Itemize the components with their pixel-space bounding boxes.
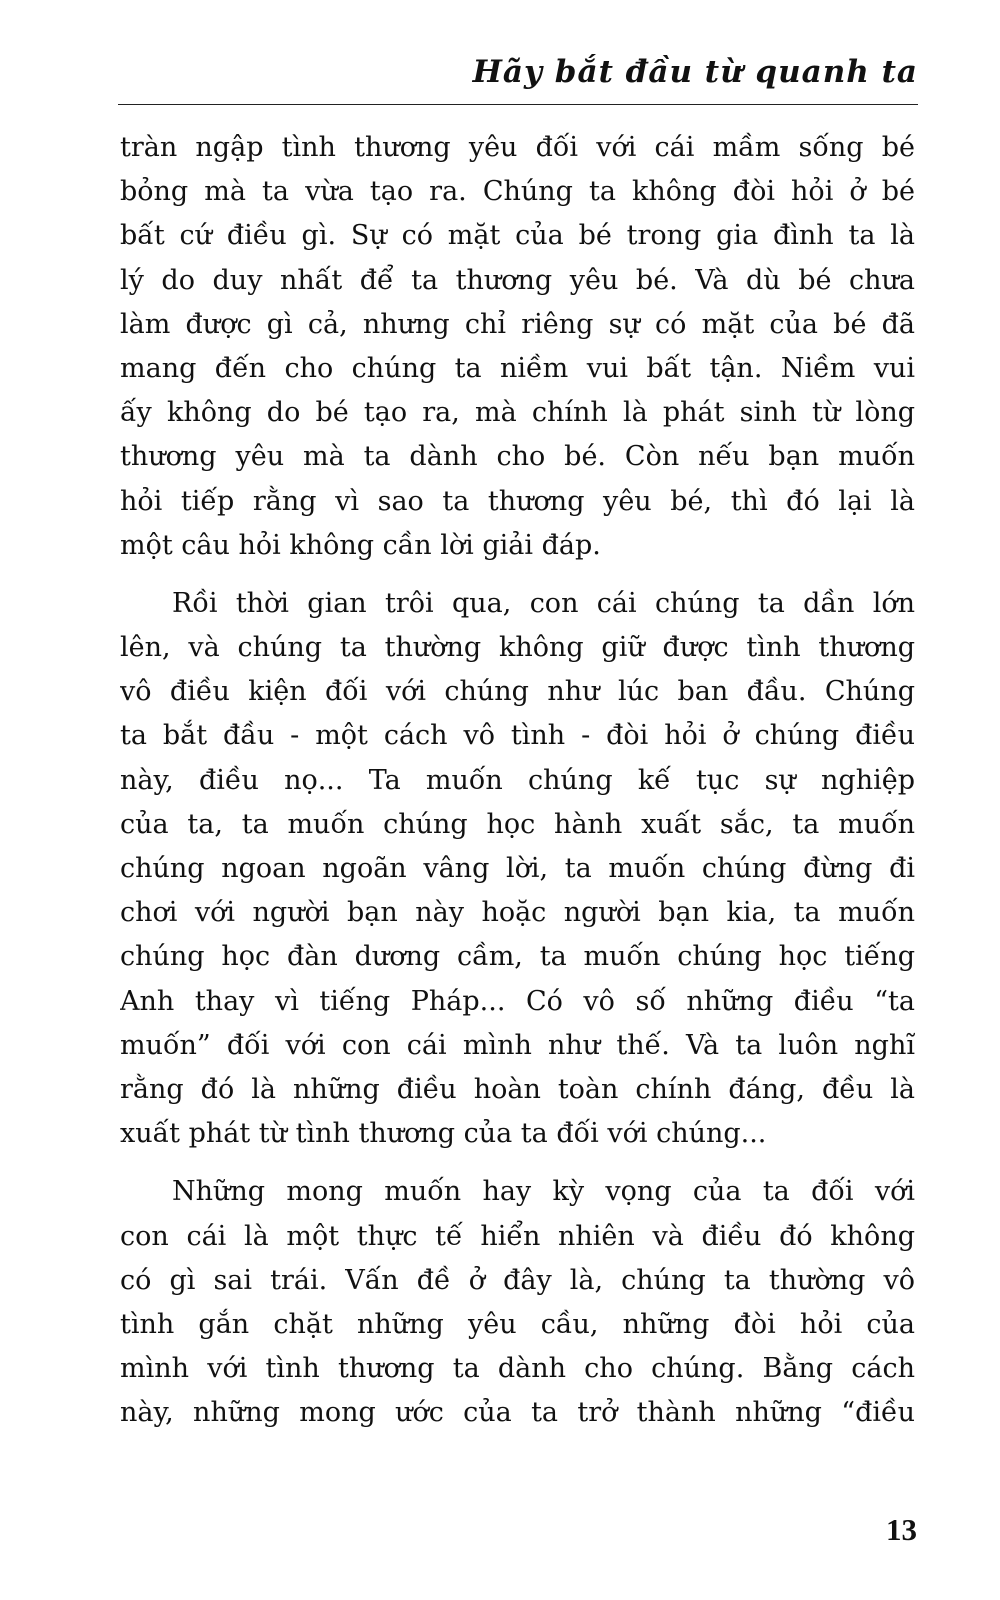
text-line: tràn ngập tình thương yêu đối với cái mầm sống bé — [120, 132, 915, 163]
text-line: này, những mong ước của ta trở thành những “điều — [120, 1397, 915, 1429]
text-line: muốn” đối với con cái mình như thế. Và ta luôn nghĩ — [120, 1029, 915, 1061]
text-line: một câu hỏi không cần lời giải đáp. — [120, 529, 601, 561]
text-line: bỏng mà ta vừa tạo ra. Chúng ta không đòi hỏi ở bé — [120, 176, 915, 208]
text-line: ta bắt đầu - một cách vô tình - đòi hỏi ở chúng điều — [120, 720, 915, 752]
running-header — [118, 52, 918, 105]
paragraph-3 — [120, 1170, 915, 1435]
text-line: xuất phát từ tình thương của ta đối với chúng... — [120, 1118, 767, 1150]
text-line: vô điều kiện đối với chúng như lúc ban đầu. Chúng — [120, 676, 915, 708]
text-line: Anh thay vì tiếng Pháp... Có vô số những điều “ta — [120, 985, 915, 1017]
body-text — [120, 126, 915, 1435]
text-line: chúng học đàn dương cầm, ta muốn chúng học tiếng — [120, 941, 915, 973]
text-line: rằng đó là những điều hoàn toàn chính đáng, đều là — [120, 1073, 915, 1105]
text-line: này, điều nọ... Ta muốn chúng kế tục sự nghiệp — [120, 764, 915, 796]
text-line: của ta, ta muốn chúng học hành xuất sắc, ta muốn — [120, 808, 915, 840]
text-line: thương yêu mà ta dành cho bé. Còn nếu bạn muốn — [120, 441, 915, 473]
paragraph-2 — [120, 582, 915, 1156]
text-line: lên, và chúng ta thường không giữ được tình thương — [120, 632, 915, 664]
text-line: chơi với người bạn này hoặc người bạn kia, ta muốn — [120, 897, 915, 929]
text-line: hỏi tiếp rằng vì sao ta thương yêu bé, thì đó lại là — [120, 485, 915, 517]
text-line: con cái là một thực tế hiển nhiên và điều đó không — [120, 1220, 915, 1252]
paragraph-1 — [120, 126, 915, 568]
text-line: có gì sai trái. Vấn đề ở đây là, chúng ta thường vô — [120, 1264, 915, 1296]
page-number: 13 — [886, 1512, 917, 1547]
text-line: bất cứ điều gì. Sự có mặt của bé trong gia đình ta là — [120, 220, 915, 252]
text-line: chúng ngoan ngoãn vâng lời, ta muốn chúng đừng đi — [120, 853, 915, 884]
header-title: Hãy bắt đầu từ quanh ta — [472, 54, 918, 90]
text-line: làm được gì cả, nhưng chỉ riêng sự có mặt của bé đã — [120, 308, 915, 340]
text-line: Rồi thời gian trôi qua, con cái chúng ta dần lớn — [172, 587, 915, 619]
text-line: Những mong muốn hay kỳ vọng của ta đối với — [172, 1176, 915, 1208]
text-line: mang đến cho chúng ta niềm vui bất tận. Niềm vui — [120, 352, 915, 384]
text-line: ấy không do bé tạo ra, mà chính là phát sinh từ lòng — [120, 397, 915, 429]
text-line: tình gắn chặt những yêu cầu, những đòi hỏi của — [120, 1308, 915, 1340]
text-line: lý do duy nhất để ta thương yêu bé. Và dù bé chưa — [120, 264, 915, 296]
text-line: mình với tình thương ta dành cho chúng. Bằng cách — [120, 1353, 915, 1385]
